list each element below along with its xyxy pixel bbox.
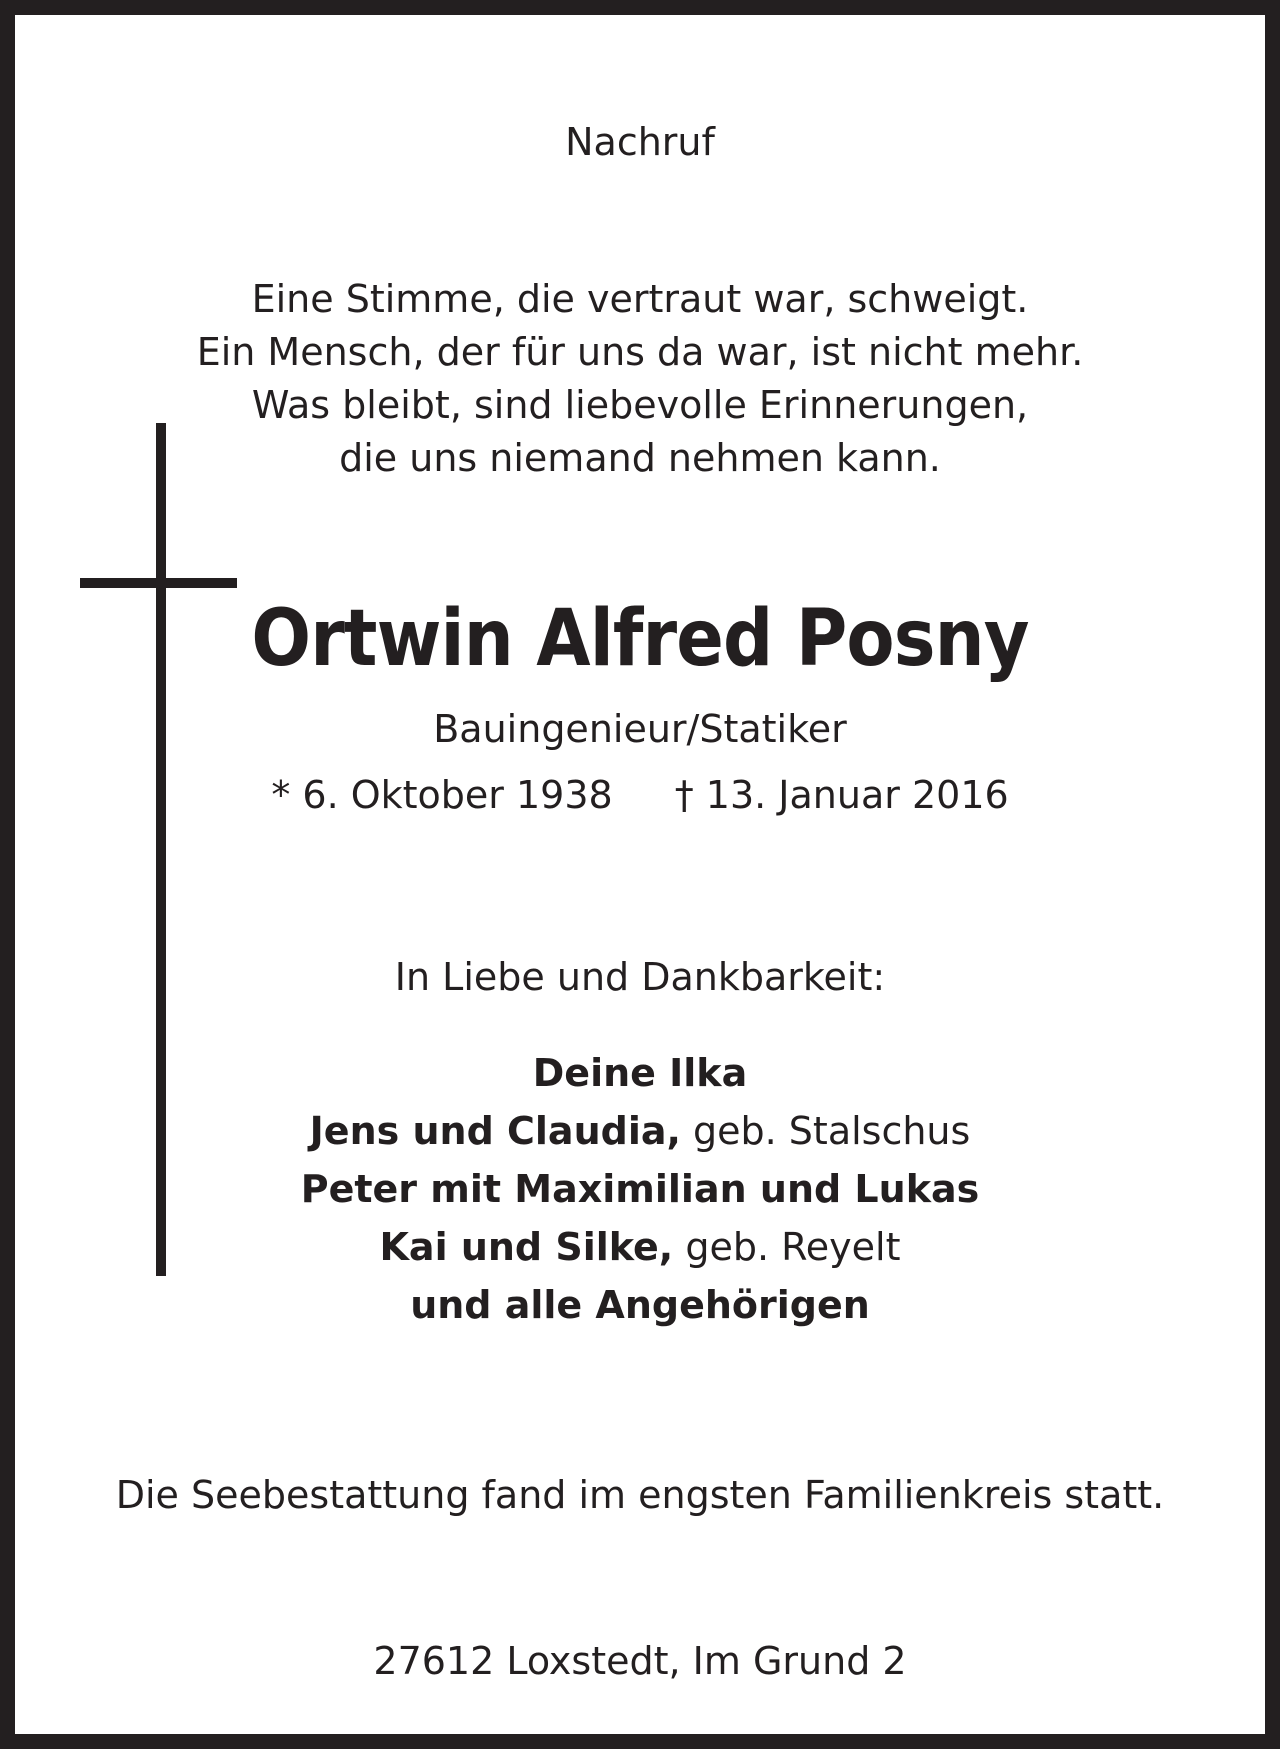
mourner-name: Kai und Silke, xyxy=(379,1225,674,1269)
mourner-entry xyxy=(15,1218,1265,1276)
poem-line: Ein Mensch, der für uns da war, ist nicht mehr. xyxy=(196,330,1084,374)
birth-date: * 6. Oktober 1938 xyxy=(271,773,613,817)
mourners-list xyxy=(15,1044,1265,1334)
mourner-name: Peter mit Maximilian und Lukas xyxy=(300,1167,980,1211)
mourner-name: Jens und Claudia, xyxy=(309,1109,681,1153)
death-date: † 13. Januar 2016 xyxy=(674,773,1009,817)
mourner-entry xyxy=(15,1102,1265,1160)
poem-line: Eine Stimme, die vertraut war, schweigt. xyxy=(251,277,1029,321)
poem-line: Was bleibt, sind liebevolle Erinnerungen, xyxy=(251,383,1029,427)
life-dates xyxy=(15,773,1265,817)
mourner-name: und alle Angehörigen xyxy=(410,1283,870,1327)
obituary-notice xyxy=(15,15,1265,1734)
notice-heading: Nachruf xyxy=(565,120,715,164)
cross-icon-crossbar xyxy=(80,578,237,588)
mourner-entry xyxy=(15,1160,1265,1218)
mourner-entry xyxy=(15,1044,1265,1102)
mourner-entry xyxy=(15,1276,1265,1334)
thanks-line: In Liebe und Dankbarkeit: xyxy=(394,955,886,999)
mourner-name: Deine Ilka xyxy=(532,1051,748,1095)
mourner-note: geb. Stalschus xyxy=(680,1109,971,1153)
deceased-profession: Bauingenieur/Statiker xyxy=(433,707,847,751)
mourner-note: geb. Reyelt xyxy=(673,1225,901,1269)
memorial-poem xyxy=(15,273,1265,485)
burial-note: Die Seebestattung fand im engsten Familienkreis statt. xyxy=(115,1473,1165,1517)
deceased-name: Ortwin Alfred Posny xyxy=(251,594,1029,684)
poem-line: die uns niemand nehmen kann. xyxy=(339,436,941,480)
family-address: 27612 Loxstedt, Im Grund 2 xyxy=(373,1639,907,1683)
